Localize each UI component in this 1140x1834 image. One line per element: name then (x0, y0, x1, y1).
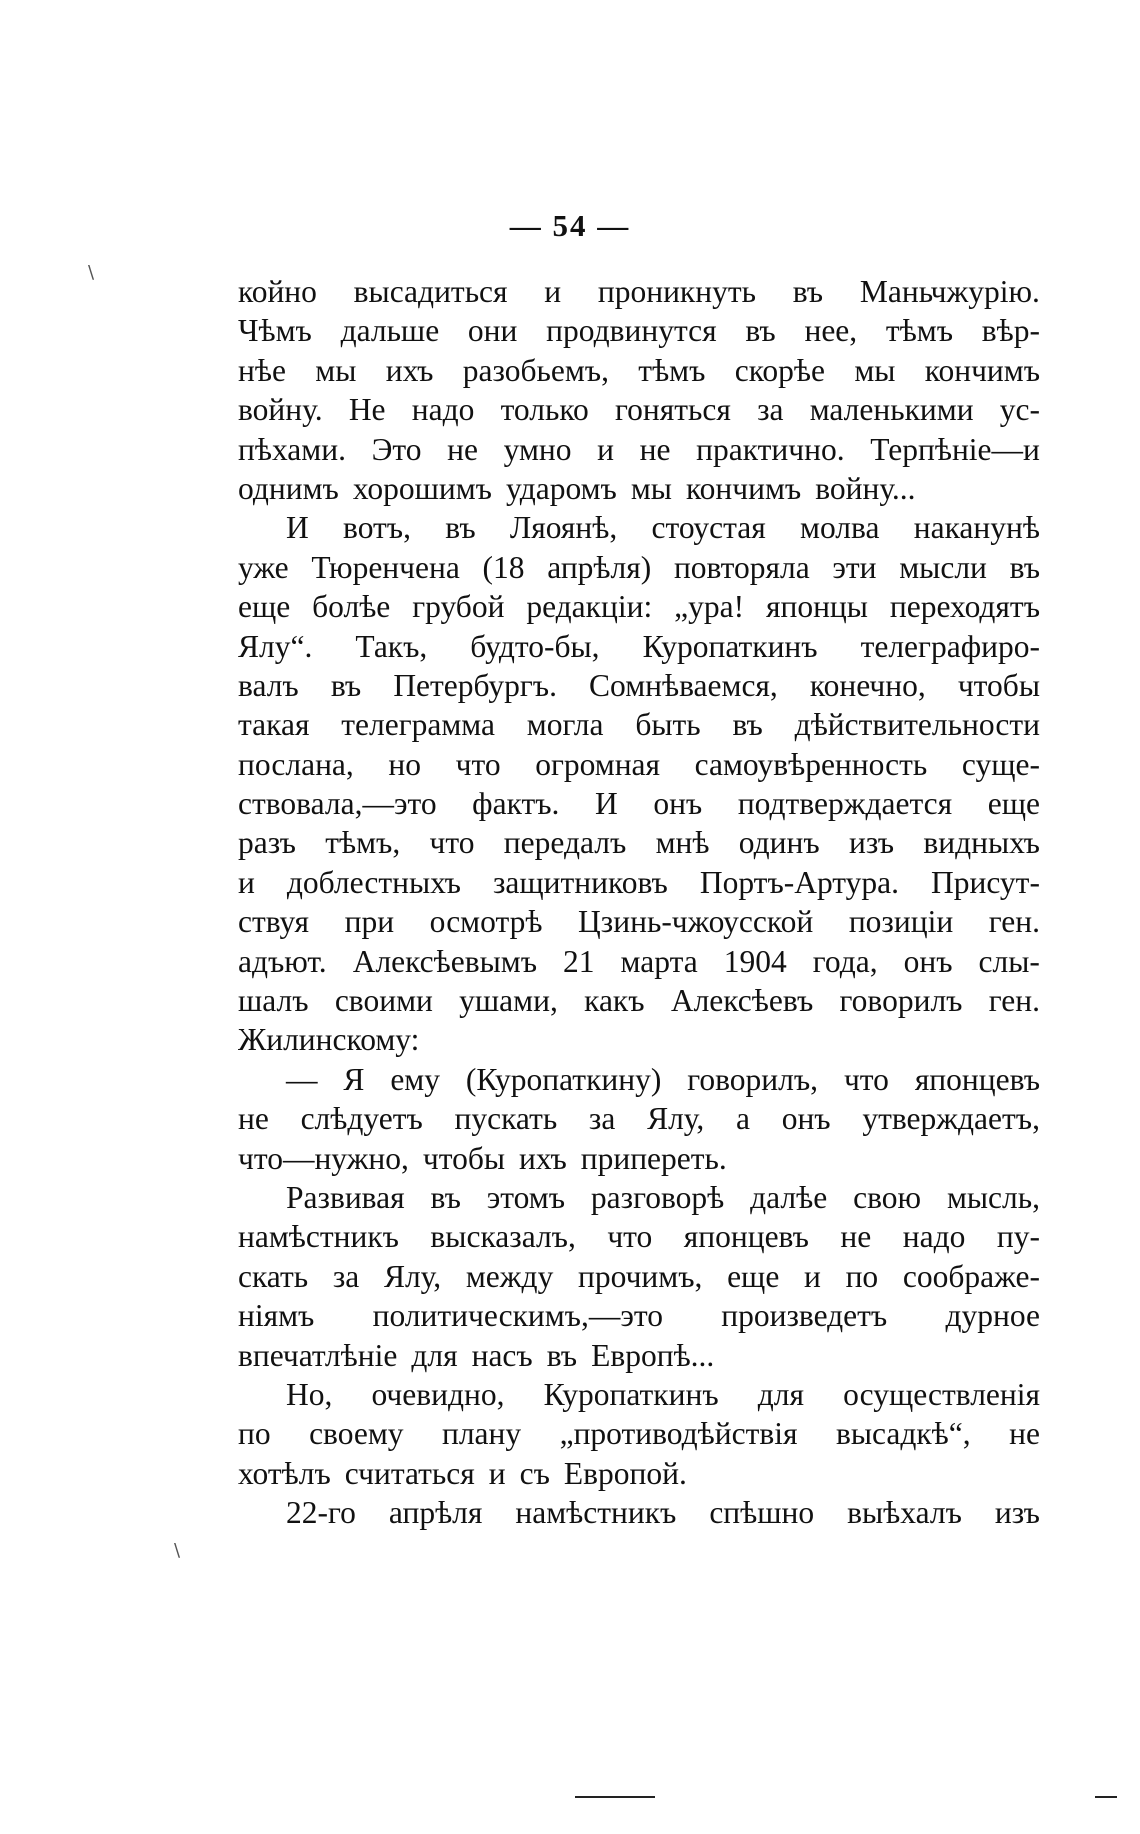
word: подтверждается (737, 786, 953, 822)
word: уже (238, 549, 289, 585)
word: Я (343, 1061, 365, 1097)
word: припереть. (580, 1140, 727, 1176)
word: соображе- (902, 1258, 1040, 1294)
word: мысль, (946, 1179, 1040, 1215)
word: и (804, 1258, 821, 1294)
word: — (286, 1061, 318, 1097)
word: мы (315, 352, 357, 388)
word: что (843, 1061, 889, 1097)
word: что (455, 746, 501, 782)
word: Алексѣевымъ (352, 943, 537, 979)
word: японцы (765, 589, 868, 625)
word: наканунѣ (913, 510, 1040, 546)
text-line (238, 1375, 1040, 1414)
word: тѣмъ, (325, 825, 401, 861)
word: конечно, (809, 667, 926, 703)
word: 22-го (286, 1495, 356, 1531)
word: насъ (471, 1337, 533, 1373)
word: Ялу“. (238, 628, 313, 664)
word: Куропаткинъ (642, 628, 818, 664)
word: апрѣля) (547, 549, 652, 585)
word: высказалъ, (430, 1219, 576, 1255)
word: намѣстникъ (515, 1495, 677, 1531)
word: телеграмма (341, 707, 495, 743)
word: могла (526, 707, 604, 743)
word: переходятъ (889, 589, 1040, 625)
word: за (588, 1101, 616, 1137)
word: скорѣе (734, 352, 825, 388)
word: и (488, 1455, 506, 1491)
word: одинъ (738, 825, 820, 861)
word: этомъ (486, 1179, 566, 1215)
text-line (238, 587, 1040, 626)
text-line (238, 390, 1040, 429)
word: ушами, (459, 983, 558, 1019)
word: дальше (340, 313, 440, 349)
word: хотѣлъ (238, 1455, 331, 1491)
word: изъ (848, 825, 895, 861)
word: вотъ, (343, 510, 411, 546)
word: тѣмъ (885, 313, 954, 349)
word: прочимъ, (578, 1258, 703, 1294)
word: И (594, 786, 618, 822)
word: Чѣмъ (238, 313, 312, 349)
word: съ (519, 1455, 550, 1491)
text-line (238, 430, 1040, 469)
word: японцевъ (914, 1061, 1040, 1097)
word: мы (630, 470, 672, 506)
text-line (238, 311, 1040, 350)
text-line (238, 351, 1040, 390)
text-line (238, 863, 1040, 902)
word: говорилъ (839, 983, 963, 1019)
word: изъ (994, 1495, 1040, 1531)
word: ему (390, 1061, 440, 1097)
word: разобьемъ, (462, 352, 609, 388)
word: ген. (988, 904, 1040, 940)
word: не (639, 431, 671, 467)
word: валъ (238, 667, 299, 703)
word: въ (445, 510, 476, 546)
word: Ялу, (647, 1101, 705, 1137)
word: онъ (653, 786, 703, 822)
word: разговорѣ (590, 1179, 725, 1215)
text-line (238, 1454, 1040, 1493)
word: между (465, 1258, 554, 1294)
text-line (238, 1336, 1040, 1375)
word: пѣхами. (238, 431, 346, 467)
word: молва (800, 510, 880, 546)
text-line (238, 981, 1040, 1020)
word: по (238, 1416, 271, 1452)
word: Такъ, (355, 628, 428, 664)
word: высадкѣ“, (835, 1416, 971, 1452)
text-line (238, 1414, 1040, 1453)
word: еще (987, 786, 1040, 822)
word: считаться (344, 1455, 475, 1491)
word: Куропаткинъ (543, 1376, 719, 1412)
word: доблестныхъ (286, 864, 461, 900)
word: кончимъ (924, 352, 1040, 388)
word: 21 (563, 943, 595, 979)
text-line (238, 666, 1040, 705)
word: но (388, 746, 422, 782)
word: ударомъ (505, 470, 617, 506)
word: Маньчжурію. (859, 274, 1040, 309)
word: защитниковъ (492, 864, 668, 900)
word: не (840, 1219, 872, 1255)
word: впечатлѣніе (238, 1337, 398, 1373)
word: выѣхалъ (847, 1495, 962, 1531)
word: осмотрѣ (429, 904, 543, 940)
word: по (845, 1258, 879, 1294)
text-line (238, 469, 1040, 508)
word: слы- (978, 943, 1040, 979)
word: ніямъ (238, 1298, 315, 1334)
word: ихъ (385, 352, 434, 388)
word: высадиться (353, 274, 508, 309)
word: огромная (535, 746, 661, 782)
word: послана, (238, 746, 354, 782)
word: Ялу, (383, 1258, 442, 1294)
text-line (238, 942, 1040, 981)
word: въ (1009, 549, 1040, 585)
word: разъ (238, 825, 296, 861)
page-number: — 54 — (509, 208, 631, 243)
text-line (238, 1493, 1040, 1532)
word: Цзинь-чжоусской (578, 904, 814, 940)
word: своими (334, 983, 433, 1019)
word: умно (503, 431, 572, 467)
word: (18 (482, 549, 525, 585)
body-text (238, 272, 1040, 1533)
word: ствовала,—это (238, 786, 437, 822)
word: однимъ (238, 470, 339, 506)
word: Не (348, 392, 386, 428)
text-line (238, 1060, 1040, 1099)
word: что (429, 825, 475, 861)
text-line (238, 1139, 1040, 1178)
word: позиціи (848, 904, 954, 940)
word: для (757, 1376, 804, 1412)
text-line (238, 548, 1040, 587)
word: гоняться (615, 392, 731, 428)
word: мы (854, 352, 896, 388)
word: стоустая (651, 510, 766, 546)
word: для (411, 1337, 458, 1373)
word: редакціи: (526, 589, 653, 625)
word: повторяла (673, 549, 810, 585)
word: какъ (584, 983, 645, 1019)
word: быть (635, 707, 701, 743)
word: продвинутся (546, 313, 717, 349)
margin-mark: \ (88, 262, 95, 283)
bottom-rule (575, 1796, 655, 1798)
word: ген. (988, 983, 1040, 1019)
word: апрѣля (388, 1495, 483, 1531)
word: пу- (996, 1219, 1040, 1255)
word: пускать (454, 1101, 558, 1137)
word: ствуя (238, 904, 309, 940)
text-line (238, 1020, 1040, 1059)
word: мнѣ (655, 825, 710, 861)
text-line (238, 745, 1040, 784)
word: „противодѣйствія (559, 1416, 798, 1452)
word: чтобы (957, 667, 1040, 703)
word: Петербургъ. (393, 667, 557, 703)
word: и (544, 274, 562, 309)
text-line (238, 1257, 1040, 1296)
text-line (238, 784, 1040, 823)
word: шалъ (238, 983, 309, 1019)
word: при (344, 904, 395, 940)
text-line (238, 508, 1040, 547)
word: болѣе (312, 589, 391, 625)
word: японцевъ (683, 1219, 809, 1255)
word: еще (238, 589, 291, 625)
word: въ (732, 707, 763, 743)
word: будто-бы, (470, 628, 600, 664)
word: видныхъ (923, 825, 1040, 861)
text-line (238, 1178, 1040, 1217)
word: вѣр- (981, 313, 1040, 349)
word: телеграфиро- (860, 628, 1040, 664)
word: кончимъ (685, 470, 802, 506)
word: хорошимъ (352, 470, 492, 506)
word: Портъ-Артура. (699, 864, 900, 900)
word: далѣе (750, 1179, 828, 1215)
word: и (238, 864, 255, 900)
word: надо (411, 392, 475, 428)
word: въ (430, 1179, 461, 1215)
text-line (238, 705, 1040, 744)
word: эти (832, 549, 877, 585)
word: свою (853, 1179, 922, 1215)
text-line (238, 1296, 1040, 1335)
word: марта (620, 943, 698, 979)
word: осуществленія (843, 1376, 1040, 1412)
word: они (467, 313, 518, 349)
word: произведетъ (721, 1298, 888, 1334)
word: Это (371, 431, 422, 467)
word: дурное (945, 1298, 1040, 1334)
word: нее, (804, 313, 858, 349)
word: очевидно, (371, 1376, 505, 1412)
word: суще- (961, 746, 1040, 782)
word: ихъ (519, 1140, 567, 1176)
word: И (286, 510, 309, 546)
word: практично. (696, 431, 845, 467)
text-line (238, 627, 1040, 666)
word: утверждаетъ, (862, 1101, 1040, 1137)
word: самоувѣренность (694, 746, 928, 782)
word: тѣмъ (638, 352, 706, 388)
word: надо (902, 1219, 966, 1255)
word: въ (330, 667, 362, 703)
word: политическимъ,—это (372, 1298, 663, 1334)
word: Европой. (563, 1455, 687, 1491)
word: въ (546, 1337, 578, 1373)
word: въ (792, 274, 824, 309)
word: что—нужно, (238, 1140, 409, 1176)
text-line (238, 902, 1040, 941)
text-line (238, 272, 1040, 311)
word: говорилъ, (687, 1061, 819, 1097)
word: „ура! (674, 589, 745, 625)
word: намѣстникъ (238, 1219, 399, 1255)
word: года, (812, 943, 878, 979)
word: Жилинскому: (238, 1022, 420, 1058)
word: скать (238, 1258, 309, 1294)
word: Сомнѣваемся, (589, 667, 778, 703)
word: не (238, 1101, 269, 1137)
word: не (1009, 1416, 1040, 1452)
word: спѣшно (709, 1495, 815, 1531)
word: въ (745, 313, 776, 349)
word: Но, (286, 1376, 333, 1412)
word: нѣе (238, 352, 286, 388)
word: маленькими (809, 392, 974, 428)
word: мысли (899, 549, 987, 585)
word: грубой (412, 589, 505, 625)
word: еще (727, 1258, 780, 1294)
word: койно (238, 274, 317, 309)
word: не (447, 431, 478, 467)
word: Терпѣніе—и (870, 431, 1040, 467)
word: что (607, 1219, 653, 1255)
word: фактъ. (472, 786, 560, 822)
word: своему (309, 1416, 404, 1452)
word: только (500, 392, 589, 428)
word: Тюренчена (311, 549, 460, 585)
word: дѣйствительности (794, 707, 1040, 743)
word: такая (238, 707, 310, 743)
word: онъ (903, 943, 953, 979)
bottom-rule-right (1095, 1796, 1117, 1798)
word: (Куропаткину) (465, 1061, 662, 1097)
text-line (238, 1217, 1040, 1256)
word: адъют. (238, 943, 327, 979)
word: Ляоянѣ, (509, 510, 618, 546)
text-line (238, 1099, 1040, 1138)
word: передалъ (503, 825, 627, 861)
word: Алексѣевъ (670, 983, 814, 1019)
word: за (332, 1258, 360, 1294)
word: войну... (815, 470, 916, 506)
word: за (757, 392, 784, 428)
word: проникнуть (597, 274, 756, 309)
word: Европѣ... (591, 1337, 715, 1373)
word: Присут- (931, 864, 1040, 900)
word: и (597, 431, 615, 467)
word: чтобы (422, 1140, 506, 1176)
word: плану (441, 1416, 522, 1452)
word: а (736, 1101, 750, 1137)
text-line (238, 823, 1040, 862)
word: ус- (999, 392, 1040, 428)
word: войну. (238, 392, 323, 428)
word: Развивая (286, 1179, 405, 1215)
word: онъ (781, 1101, 831, 1137)
word: 1904 (723, 943, 787, 979)
margin-mark: \ (174, 1540, 181, 1561)
word: слѣдуетъ (300, 1101, 423, 1137)
